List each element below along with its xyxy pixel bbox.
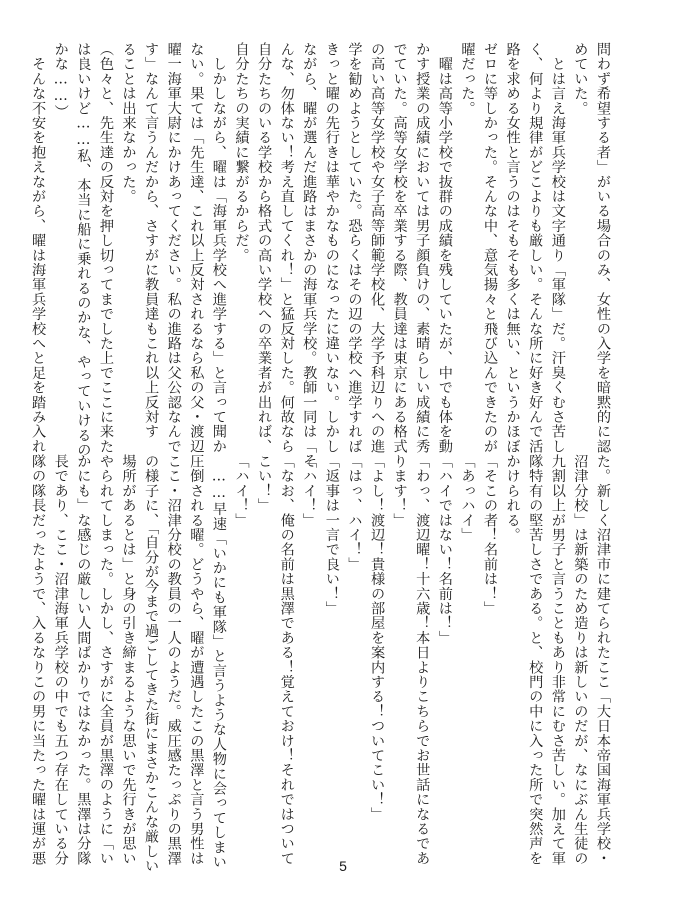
text-column: 「わっ、渡辺曜！十六歳！本日よりこちらでお世話になるであ (414, 454, 431, 866)
text-column: 「なお、俺の名前は黒澤である！覚えておけ！それではついて (278, 454, 295, 866)
text-column: （色々と、先生達の反対を押し切ってまでした上でここに来た (97, 42, 114, 454)
text-column: 「あっハイ」 (459, 454, 476, 543)
text-column: く、何より規律がどこよりも厳しい。そんな所に好き好んで活 (527, 42, 544, 454)
text-column: 隊特有の堅苦しさである。と、校門の中に入った所で突然声を (527, 454, 544, 866)
text-column: ここ・沼津分校の教員の一人のようだ。威圧感たっぷりの黒澤 (165, 454, 182, 866)
text-column: めていた。 (572, 42, 589, 116)
text-column: 「ハイ！」 (301, 454, 318, 528)
text-column: ながら、曜が選んだ進路はまさかの海軍兵学校。教師一同は「そ (301, 42, 318, 469)
text-column: ります！」 (391, 454, 408, 528)
text-column: 曜一海軍大尉にかけあってください。私の進路は父公認なんで (165, 42, 182, 454)
text-column: 場所があるとは」と身の引き締まるような思いで先行きが思い (120, 454, 137, 866)
text-column: んな、勿体ない！考え直してくれ！」と猛反対した。何故なら (278, 42, 295, 454)
text-column: とは言え海軍兵学校は文字通り「軍隊」だ。汗臭くむさ苦し (549, 42, 566, 454)
text-column: 学を勧めようとしていた。恐らくはその辺の学校へ進学すれば (346, 42, 363, 454)
text-column: そんな不安を抱えながら、曜は海軍兵学校へと足を踏み入れ (30, 42, 47, 454)
text-column: ……早速「いかにも軍隊」と言うような人物に会ってしまい (210, 454, 227, 870)
text-column: ない。果ては「先生達、これ以上反対されるなら私の父・渡辺 (188, 42, 205, 454)
text-column: かな……） (52, 42, 69, 120)
text-column: 「そこの者！名前は！」 (482, 454, 499, 616)
text-column: 圧倒される曜。どうやら、曜が遭遇したこの黒澤と言う男性は (188, 454, 205, 866)
text-column: 沼津分校」は新築のため造りは新しいのだが、なにぶん生徒の (572, 454, 589, 866)
text-column: 「返事は一言で良い！」 (323, 454, 340, 616)
text-column: 曜は高等小学校で抜群の成績を残していたが、中でも体を動 (436, 42, 453, 454)
text-column: 問わず希望する者」がいる場合のみ、女性の入学を暗黙的に認 (595, 42, 611, 454)
page-number: 5 (339, 858, 347, 874)
text-column: は良いけど……私、本当に船に乗れるのかな、やっていけるの (75, 42, 92, 458)
text-column: きっと曜の先行きは華やかなものになったに違いない。しかし (323, 42, 340, 454)
text-column: かにも」な感じの厳しい人間ばかりではなかった。黒澤は分隊 (75, 454, 92, 866)
text-column: 隊の隊長だったようで、入るなりこの男に当たった曜は運が悪 (30, 454, 47, 866)
text-block-upper (30, 42, 614, 469)
text-column: ることは出来なかった。 (120, 42, 137, 204)
text-column: でていた。高等女学校を卒業する際、教員達は東京にある格式 (391, 42, 408, 454)
text-column: 自分たちの実績に繋がるからだ。 (233, 42, 250, 263)
text-column: の様子に、「自分が今まで過ごしてきた街にまさかこんな厳しい (143, 454, 160, 874)
text-block-lower (30, 454, 614, 874)
text-column: 路を求める女性と言うのはそもそも多くは無い、というかほぼ (504, 42, 521, 454)
text-column: 「ハイ！」 (233, 454, 250, 528)
text-column: かす授業の成績においては男子顔負けの、素晴らしい成績に秀 (414, 42, 431, 454)
text-column: しかしながら、曜は「海軍兵学校へ進学する」と言って聞か (210, 42, 227, 454)
text-column: 「ハイではない！名前は！」 (436, 454, 453, 646)
text-column: の高い高等女学校や女子高等師範学校化、大学予科辺りへの進 (369, 42, 386, 454)
text-column: 九割以上が男子と言うこともあり非常にむさ苦しい。加えて軍 (549, 454, 566, 866)
text-column: 長であり、ここ・沼津海軍兵学校の中でも五つ存在している分 (52, 454, 69, 866)
text-column: 「はっ、ハイ！」 (346, 454, 363, 572)
text-column: ゼロに等しかった。そんな中、意気揚々と飛び込んできたのが (482, 42, 499, 454)
text-column: こい！」 (256, 454, 273, 513)
text-column: やられてしまった。しかし、さすがに全員が黒澤のように「い (97, 454, 114, 866)
text-column: かけられる。 (504, 454, 521, 543)
text-column: 曜だった。 (459, 42, 476, 116)
text-column: す」なんて言うんだから、さすがに教員達もこれ以上反対す (143, 42, 160, 439)
text-column: た。新しく沼津市に建てられたここ「大日本帝国海軍兵学校・ (595, 454, 611, 866)
text-column: 「よし！渡辺！貴様の部屋を案内する！ついてこい！」 (369, 454, 386, 822)
text-column: 自分たちのいる学校から格式の高い学校への卒業者が出れば、 (256, 42, 273, 454)
